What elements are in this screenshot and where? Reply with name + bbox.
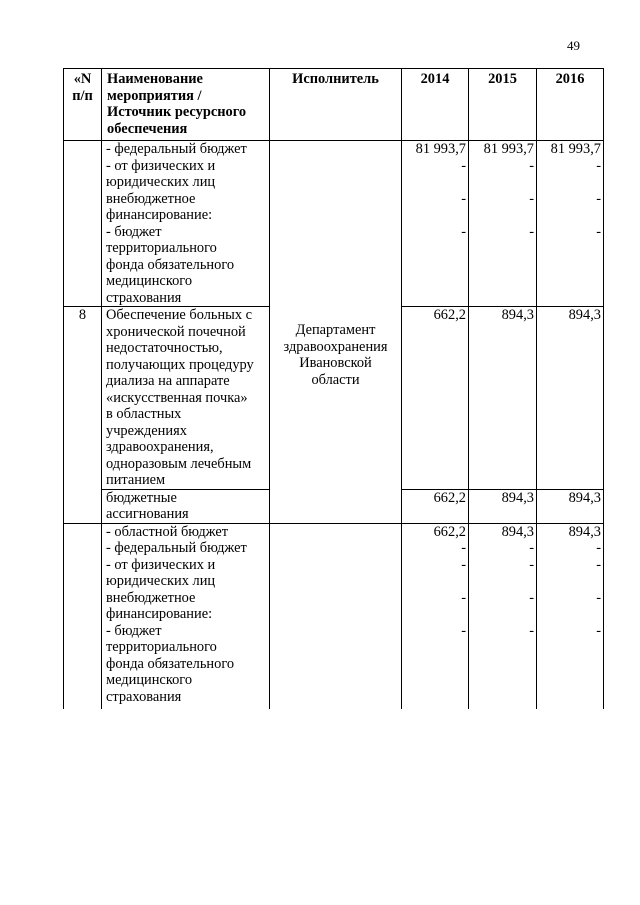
measure-name-line: Обеспечение больных с bbox=[106, 307, 253, 323]
budget-2014 bbox=[402, 489, 469, 523]
funding-value: 81 993,7 bbox=[415, 141, 466, 157]
funding-value: - bbox=[461, 190, 466, 207]
executor-line: Ивановской bbox=[299, 355, 372, 371]
measure-name-line: получающих процедуру bbox=[106, 356, 254, 373]
funding-value: - bbox=[596, 190, 601, 207]
measure-name-line: здравоохранения, bbox=[106, 439, 214, 455]
item-8-2015 bbox=[469, 307, 537, 490]
funding-value: - bbox=[461, 622, 466, 639]
funding-source-label: - от физических и bbox=[106, 157, 216, 174]
table-header-row bbox=[64, 69, 604, 141]
funding-source-label: юридических лиц bbox=[106, 174, 216, 190]
funding-value: - bbox=[461, 223, 466, 240]
funding-source-label: - бюджет bbox=[106, 223, 162, 240]
funding-value: - bbox=[596, 589, 601, 606]
funding-source-label: медицинского bbox=[106, 273, 193, 289]
funding-block-1 bbox=[64, 141, 604, 307]
block2-2015 bbox=[469, 523, 537, 709]
budget-name bbox=[102, 489, 270, 523]
block1-2014 bbox=[402, 141, 469, 307]
funding-source-label: финансирование: bbox=[106, 207, 213, 223]
funding-value: - bbox=[596, 223, 601, 240]
funding-value: - bbox=[596, 556, 601, 573]
funding-source-label: - федеральный бюджет bbox=[106, 141, 247, 157]
funding-value: - bbox=[529, 589, 534, 606]
funding-source-label: - от физических и bbox=[106, 556, 216, 573]
funding-value: - bbox=[529, 622, 534, 639]
budget-value: 662,2 bbox=[433, 489, 466, 506]
measures-table bbox=[63, 68, 604, 709]
funding-value: 894,3 bbox=[568, 523, 601, 540]
header-executor: Исполнитель bbox=[270, 69, 402, 141]
funding-source-label: фонда обязательного bbox=[106, 655, 235, 672]
block1-2015 bbox=[469, 141, 537, 307]
executor-line: здравоохранения bbox=[283, 338, 388, 355]
header-2014: 2014 bbox=[402, 69, 469, 141]
funding-value: - bbox=[461, 556, 466, 573]
funding-source-label: территориального bbox=[106, 240, 217, 256]
measure-name-line: учреждениях bbox=[106, 422, 187, 439]
funding-source-label: фонда обязательного bbox=[106, 256, 235, 273]
funding-source-label: медицинского bbox=[106, 672, 193, 688]
measure-name-line: в областных bbox=[106, 406, 182, 422]
item-8-2014 bbox=[402, 307, 469, 490]
item-8-number: 8 bbox=[64, 307, 102, 524]
measure-name-line: диализа на аппарате bbox=[106, 373, 230, 389]
budget-value: 894,3 bbox=[568, 489, 601, 506]
executor-line: Департамент bbox=[295, 322, 376, 338]
funding-value: - bbox=[529, 157, 534, 174]
header-name: Наименование мероприятия / Источник ресурсного обеспечения bbox=[102, 69, 270, 141]
budget-label-line: бюджетные bbox=[106, 489, 177, 506]
measure-name-line: «искусственная почка» bbox=[106, 389, 248, 406]
measure-value: 894,3 bbox=[501, 307, 534, 323]
funding-value: 894,3 bbox=[501, 523, 534, 540]
block2-2014 bbox=[402, 523, 469, 709]
funding-value: 662,2 bbox=[433, 523, 466, 540]
budget-value: 894,3 bbox=[501, 489, 534, 506]
executor-line: области bbox=[311, 371, 360, 388]
funding-value: 81 993,7 bbox=[483, 141, 534, 157]
funding-value: - bbox=[596, 157, 601, 174]
executor-cell-empty bbox=[270, 523, 402, 709]
block2-names bbox=[102, 523, 270, 709]
funding-value: - bbox=[529, 190, 534, 207]
header-2016: 2016 bbox=[537, 69, 604, 141]
funding-source-label: страхования bbox=[106, 688, 182, 705]
measure-name-line: питанием bbox=[106, 472, 166, 488]
measure-name-line: одноразовым лечебным bbox=[106, 455, 252, 472]
num-cell-empty bbox=[64, 523, 102, 709]
funding-value: 81 993,7 bbox=[550, 141, 601, 157]
funding-value: - bbox=[529, 223, 534, 240]
budget-label-line: ассигнования bbox=[106, 506, 189, 522]
funding-source-label: страхования bbox=[106, 289, 182, 306]
budget-2015 bbox=[469, 489, 537, 523]
page-number: 49 bbox=[567, 38, 580, 53]
measure-value: 662,2 bbox=[433, 307, 466, 323]
block1-2016 bbox=[537, 141, 604, 307]
item-8-2016 bbox=[537, 307, 604, 490]
header-2015: 2015 bbox=[469, 69, 537, 141]
header-num: «N п/п bbox=[64, 69, 102, 141]
funding-value: - bbox=[461, 157, 466, 174]
block1-names bbox=[102, 141, 270, 307]
item-8-name bbox=[102, 307, 270, 490]
funding-source-label: - федеральный бюджет bbox=[106, 540, 247, 556]
executor-cell bbox=[270, 141, 402, 524]
funding-source-label: юридических лиц bbox=[106, 573, 216, 589]
num-cell-empty bbox=[64, 141, 102, 307]
funding-source-label: территориального bbox=[106, 639, 217, 655]
funding-value: - bbox=[529, 556, 534, 573]
block2-2016 bbox=[537, 523, 604, 709]
budget-2016 bbox=[537, 489, 604, 523]
funding-value: - bbox=[596, 622, 601, 639]
measure-value: 894,3 bbox=[568, 307, 601, 323]
measure-name-line: недостаточностью, bbox=[106, 340, 223, 356]
funding-source-label: внебюджетное bbox=[106, 589, 196, 606]
funding-value: - bbox=[529, 540, 534, 556]
funding-value: - bbox=[461, 589, 466, 606]
funding-value: - bbox=[461, 540, 466, 556]
funding-source-label: внебюджетное bbox=[106, 190, 196, 207]
funding-block-2 bbox=[64, 523, 604, 709]
funding-value: - bbox=[596, 540, 601, 556]
funding-source-label: финансирование: bbox=[106, 606, 213, 622]
measure-name-line: хронической почечной bbox=[106, 323, 246, 340]
funding-source-label: - бюджет bbox=[106, 622, 162, 639]
funding-source-label: - областной бюджет bbox=[106, 523, 229, 540]
